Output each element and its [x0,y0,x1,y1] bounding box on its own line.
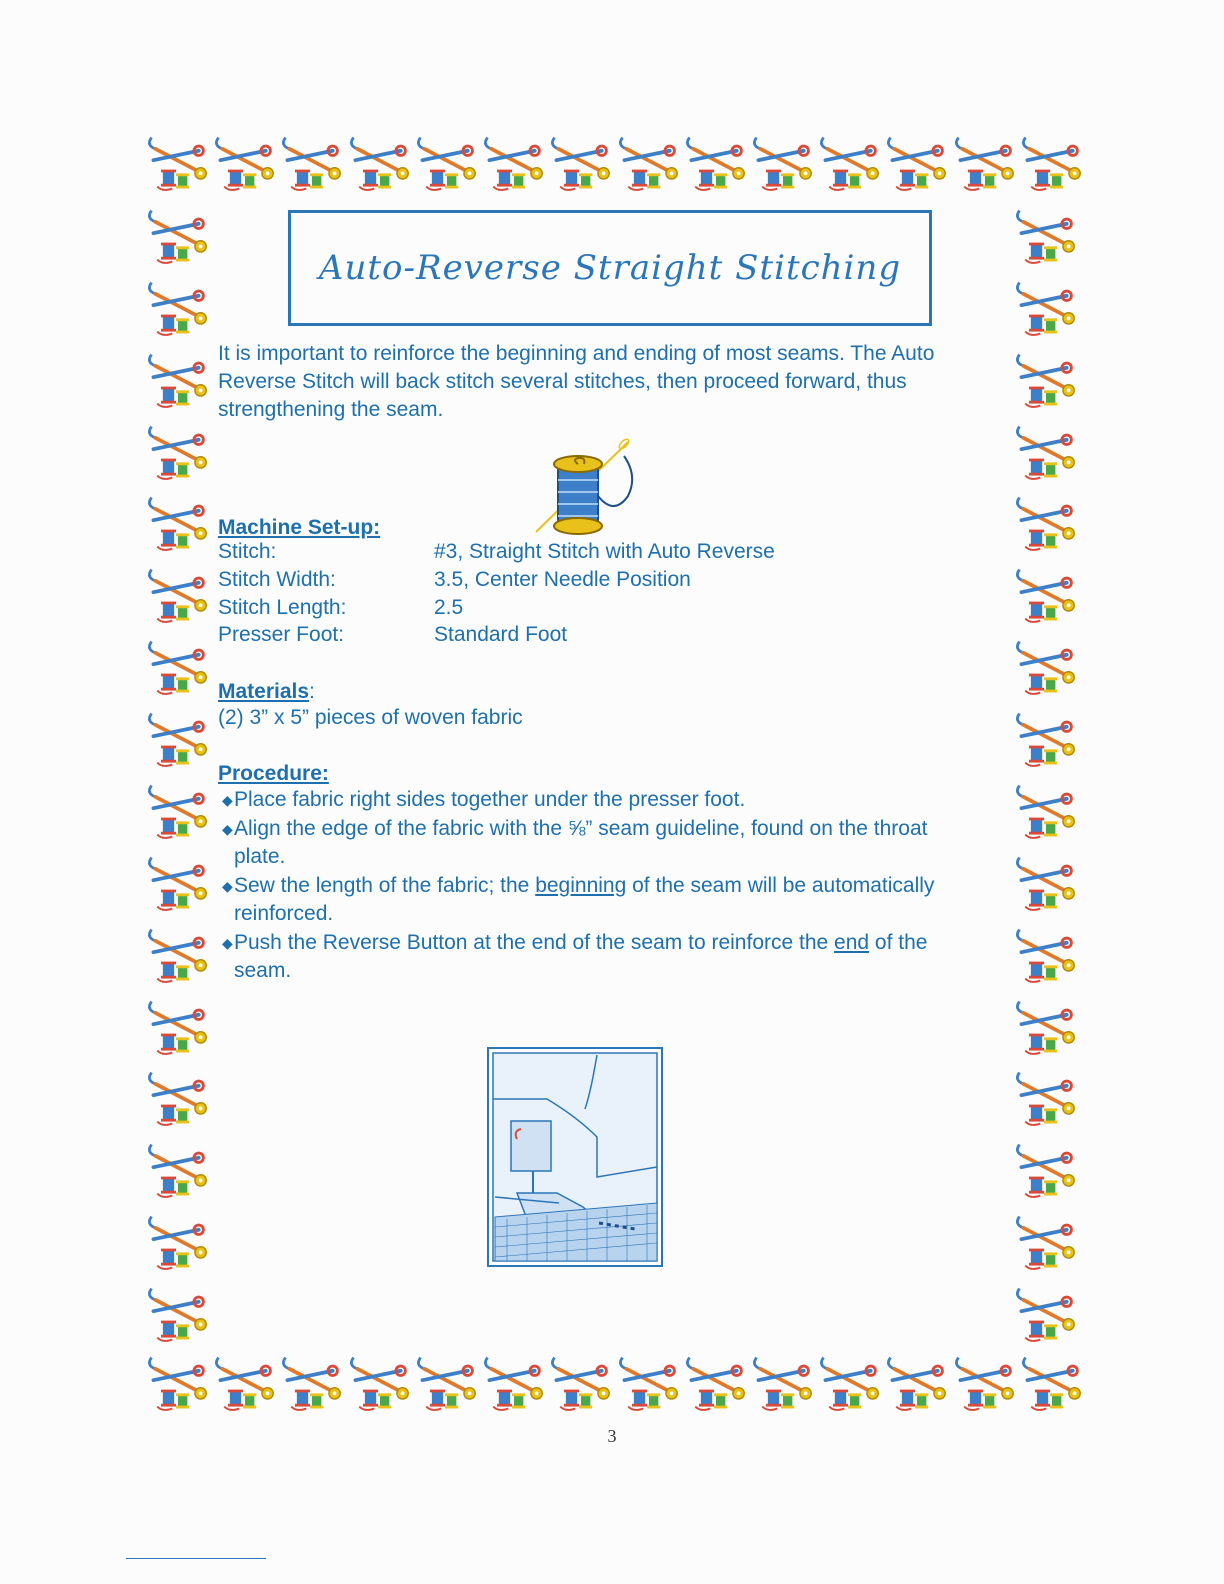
scissors-spool-icon [144,347,210,413]
scissors-spool-icon [1012,203,1078,269]
scissors-spool-icon [951,130,1017,196]
list-item [222,929,982,985]
scissors-spool-icon [480,130,546,196]
scissors-spool-icon [1012,419,1078,485]
setup-value: Standard Foot [434,623,568,646]
scissors-spool-icon [1012,922,1078,988]
underlined-word: end [834,931,870,954]
scissors-spool-icon [278,130,344,196]
procedure-step-post: of the seam. [234,931,928,982]
procedure-list [222,786,982,986]
scissors-spool-icon [346,130,412,196]
scissors-spool-icon [816,130,882,196]
presser-foot-sewing-illustration [487,1047,663,1267]
scissors-spool-icon [1012,490,1078,556]
scissors-spool-icon [1018,1350,1084,1416]
intro-paragraph: It is important to reinforce the beginning and ending of most seams. The Auto Reverse Stitch will back stitch several stitches, then proceed forward, thus strengthening the seam. [218,342,935,421]
setup-row-presser-foot [218,623,858,651]
scissors-spool-icon [144,1137,210,1203]
bullet-icon: ◆ [222,821,233,837]
list-item [222,786,982,814]
scissors-spool-icon [144,203,210,269]
scissors-spool-icon [1012,1065,1078,1131]
setup-row-stitch-length [218,596,858,624]
scissors-spool-icon [144,419,210,485]
scissors-spool-icon [615,130,681,196]
scissors-spool-icon [547,1350,613,1416]
setup-label: Stitch: [218,540,277,563]
scissors-spool-icon [883,1350,949,1416]
scissors-spool-icon [144,778,210,844]
scissors-spool-icon [211,130,277,196]
bullet-icon: ◆ [222,878,233,894]
decorative-border-top [144,130,1084,200]
scissors-spool-icon [749,1350,815,1416]
procedure-step-pre: Push the Reverse Button at the end of the seam to reinforce the [234,931,835,954]
scissors-spool-icon [144,634,210,700]
scissors-spool-icon [1012,562,1078,628]
setup-value: 3.5, Center Needle Position [434,568,691,591]
list-item [222,872,982,928]
scissors-spool-icon [144,922,210,988]
scissors-spool-icon [413,1350,479,1416]
procedure-step-text: Align the edge of the fabric with the ⅝” seam guideline, found on the throat plate. [234,817,928,868]
scissors-spool-icon [1012,1137,1078,1203]
materials-heading: Materials [218,680,310,703]
scissors-spool-icon [480,1350,546,1416]
machine-setup-heading: Machine Set-up: [218,516,381,539]
scissors-spool-icon [1012,634,1078,700]
scissors-spool-icon [1012,347,1078,413]
scissors-spool-icon [144,1281,210,1347]
materials-heading-line [218,678,315,706]
scissors-spool-icon [144,130,210,196]
scissors-spool-icon [1012,994,1078,1060]
setup-label: Stitch Length: [218,596,347,619]
scissors-spool-icon [951,1350,1017,1416]
decorative-border-right [1012,200,1082,1350]
decorative-border-bottom [144,1350,1084,1420]
procedure-step-post: of the seam will be automatically reinforced. [234,874,935,925]
scissors-spool-icon [883,130,949,196]
decorative-border-left [144,200,214,1350]
setup-value: 2.5 [434,596,464,619]
scissors-spool-icon [144,490,210,556]
scissors-spool-icon [1012,1209,1078,1275]
scissors-spool-icon [682,130,748,196]
scissors-spool-icon [144,706,210,772]
setup-label: Presser Foot: [218,623,345,646]
setup-row-stitch [218,540,858,568]
scissors-spool-icon [144,1065,210,1131]
underlined-word: beginning [535,874,627,897]
scissors-spool-icon [816,1350,882,1416]
scissors-spool-icon [1012,706,1078,772]
scissors-spool-icon [144,1350,210,1416]
bullet-icon: ◆ [222,935,233,951]
scissors-spool-icon [211,1350,277,1416]
scissors-spool-icon [1012,778,1078,844]
procedure-step-text: Place fabric right sides together under the presser foot. [234,788,746,811]
scissors-spool-icon [278,1350,344,1416]
page-title: Auto-Reverse Straight Stitching [318,248,902,288]
procedure-step-pre: Sew the length of the fabric; the [234,874,536,897]
materials-text: (2) 3” x 5” pieces of woven fabric [218,706,523,729]
setup-row-stitch-width [218,568,858,596]
setup-label: Stitch Width: [218,568,336,591]
scissors-spool-icon [144,562,210,628]
scissors-spool-icon [346,1350,412,1416]
setup-value: #3, Straight Stitch with Auto Reverse [434,540,775,563]
thread-spool-needle-icon [528,436,640,536]
procedure-heading: Procedure: [218,762,329,785]
title-box [288,210,932,326]
scissors-spool-icon [1012,275,1078,341]
scissors-spool-icon [144,275,210,341]
scissors-spool-icon [413,130,479,196]
scissors-spool-icon [749,130,815,196]
scissors-spool-icon [1012,850,1078,916]
scissors-spool-icon [144,850,210,916]
footer-rule [126,1558,266,1559]
scissors-spool-icon [682,1350,748,1416]
scissors-spool-icon [1018,130,1084,196]
scissors-spool-icon [144,1209,210,1275]
scissors-spool-icon [144,994,210,1060]
scissors-spool-icon [1012,1281,1078,1347]
materials-colon: : [309,680,315,703]
bullet-icon: ◆ [222,792,233,808]
scissors-spool-icon [615,1350,681,1416]
list-item [222,815,982,871]
page-number: 3 [607,1426,617,1446]
scissors-spool-icon [547,130,613,196]
